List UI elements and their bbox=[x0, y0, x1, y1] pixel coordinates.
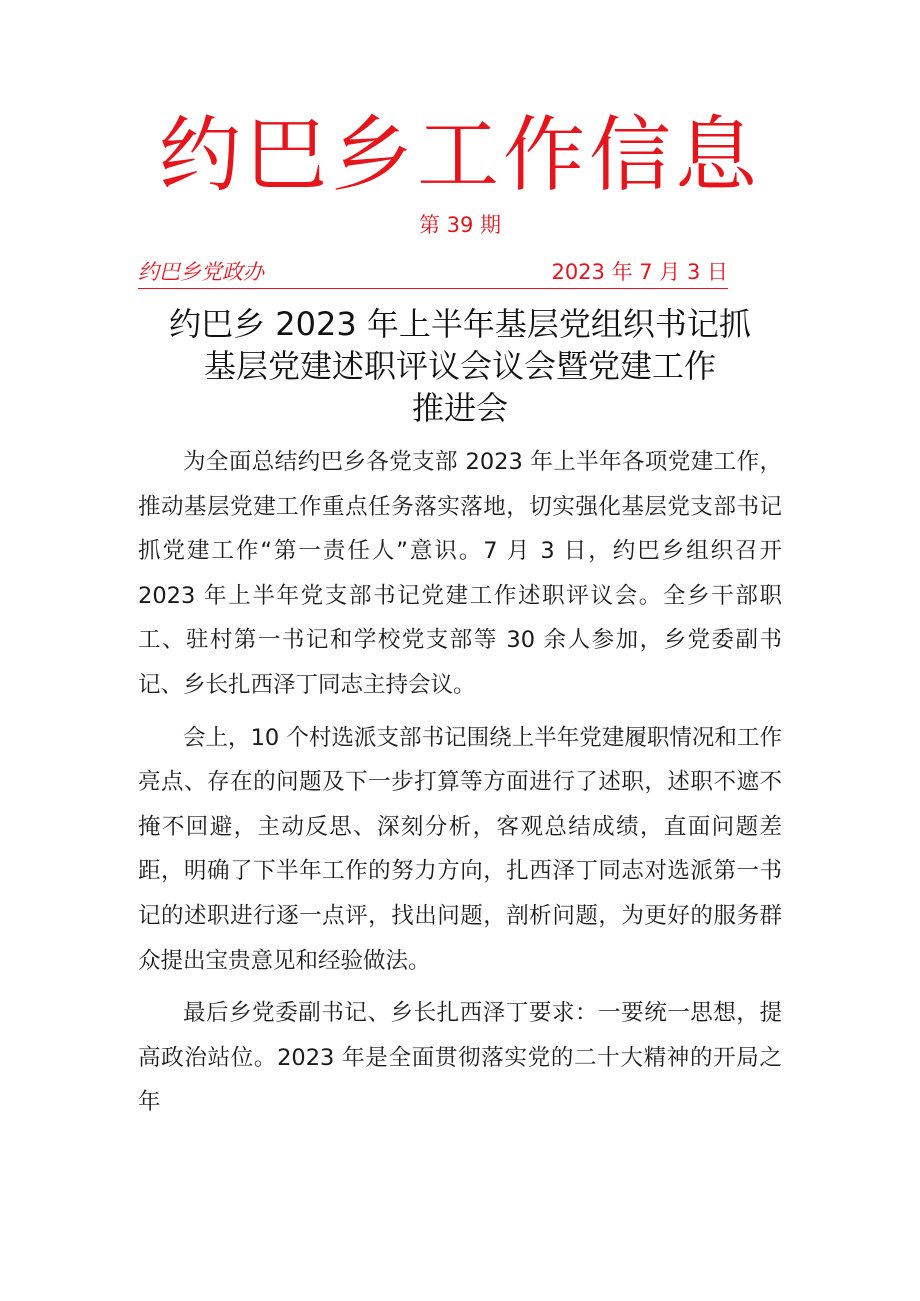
headline-line: 约巴乡 2023 年上半年基层党组织书记抓 bbox=[169, 305, 751, 343]
body-paragraph: 为全面总结约巴乡各党支部 2023 年上半年各项党建工作，推动基层党建工作重点任务落实落地，切实强化基层党支部书记抓党建工作“第一责任人”意识。7 月 3 日，约巴乡组织召开 2023 年上半年党支部书记党建工作述职评议会。全乡干部职工、驻村第一书记和学校党支部等 30 余人参加，乡党委副书记、乡长扎西泽丁同志主持会议。 bbox=[138, 449, 782, 698]
headline-line: 基层党建述职评议会议会暨党建工作 bbox=[203, 347, 716, 385]
body-paragraph: 最后乡党委副书记、乡长扎西泽丁要求：一要统一思想，提高政治站位。2023 年是全面贯彻落实党的二十大精神的开局之年 bbox=[138, 1000, 782, 1116]
issuer-office: 约巴乡党政办 bbox=[138, 260, 264, 284]
article-body bbox=[138, 440, 782, 1133]
issue-number: 第 39 期 bbox=[418, 213, 502, 237]
body-paragraph: 会上，10 个村选派支部书记围绕上半年党建履职情况和工作亮点、存在的问题及下一步打算等方面进行了述职，述职不遮不掩不回避，主动反思、深刻分析，客观总结成绩，直面问题差距，明确了下半年工作的努力方向，扎西泽丁同志对选派第一书记的述职进行逐一点评，找出问题，剖析问题，为更好的服务群众提出宝贵意见和经验做法。 bbox=[138, 724, 782, 974]
issue-date: 2023 年 7 月 3 日 bbox=[551, 260, 728, 284]
issuer-date-line bbox=[138, 258, 728, 289]
article-headline bbox=[138, 303, 782, 429]
masthead-title: 约巴乡工作信息 bbox=[158, 108, 761, 203]
headline-line: 推进会 bbox=[411, 389, 508, 427]
